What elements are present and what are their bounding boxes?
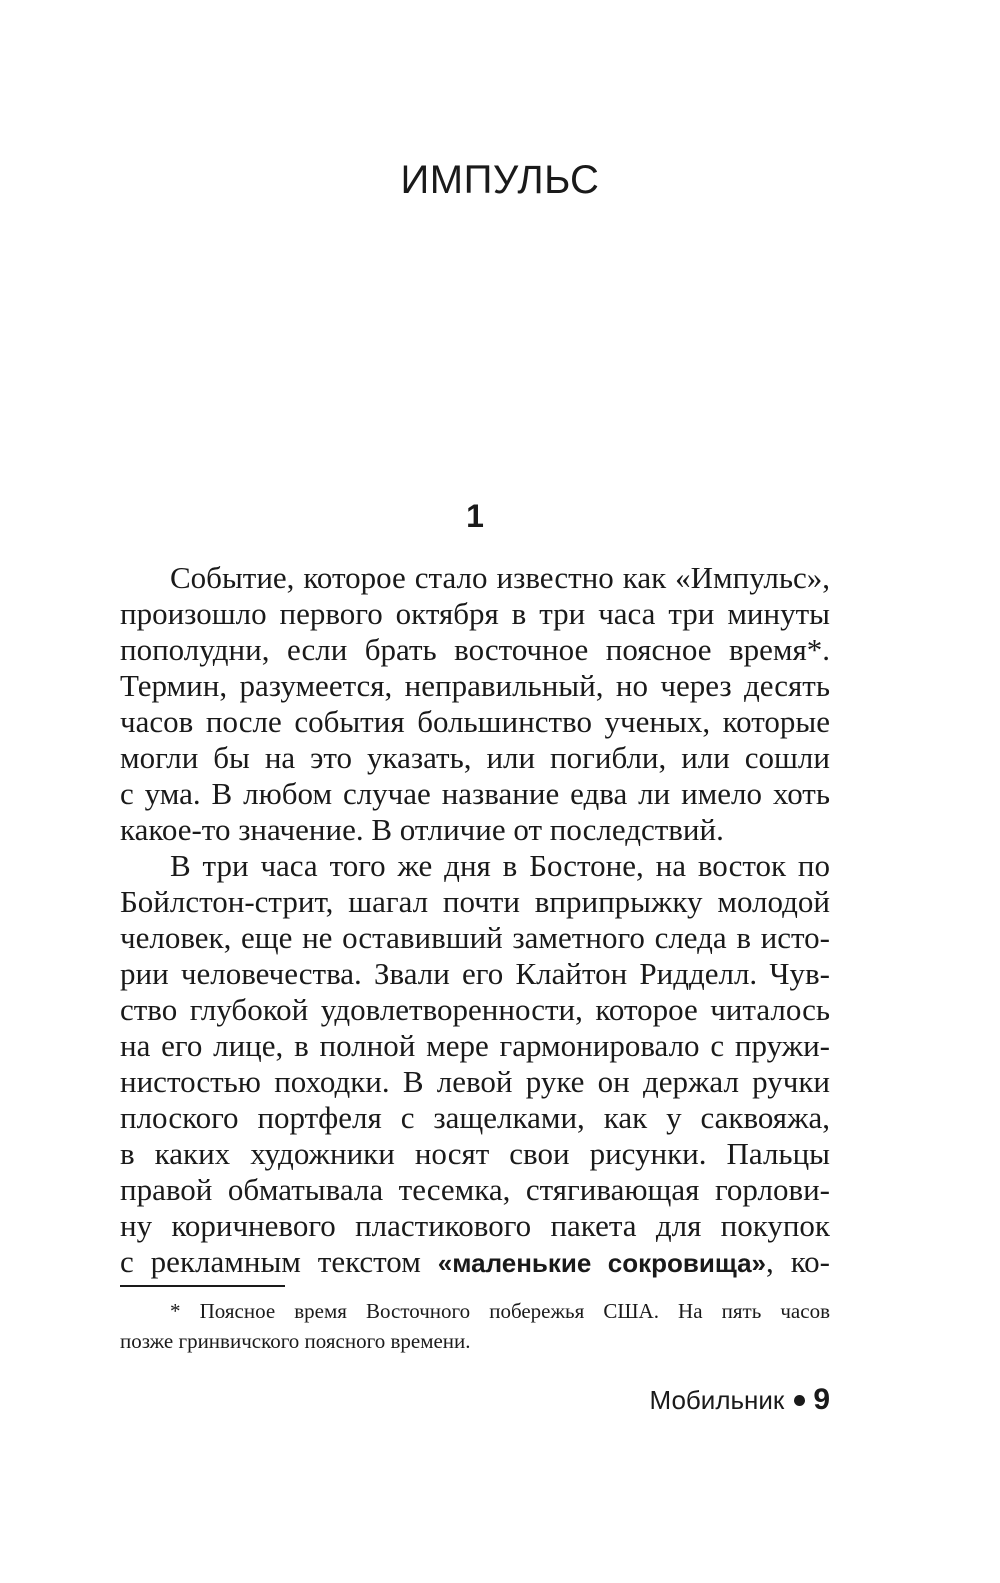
footnote-line: позже гринвичского поясного времени. [120,1329,471,1353]
body-line-last [120,1244,830,1280]
body-line: человек, еще не оставивший заметного следа в исто- [120,920,830,955]
chapter-number: 1 [466,498,484,534]
body-line-last-before: с рекламным текстом [120,1244,438,1279]
body-line: какое-то значение. В отличие от последствий. [120,812,724,847]
body-text [120,560,830,1280]
body-line: с ума. В любом случае название едва ли имело хоть [120,776,830,811]
page-number: 9 [813,1383,830,1416]
body-line: на его лице, в полной мере гармонировало с пружи- [120,1028,830,1063]
body-line: Термин, разумеется, неправильный, но через десять [120,668,830,703]
body-line: пополудни, если брать восточное поясное время*. [120,632,830,667]
body-line: нистостью походки. В левой руке он держал ручки [120,1064,830,1099]
footer-book-title: Мобильник [649,1385,785,1415]
body-line: могли бы на это указать, или погибли, или сошли [120,740,830,775]
body-line: правой обматывала тесемка, стягивающая горлови- [120,1172,830,1207]
bullet-icon [794,1395,805,1406]
body-line: произошло первого октября в три часа три минуты [120,596,830,631]
footnote-divider [120,1285,285,1287]
body-line: рии человечества. Звали его Клайтон Ридделл. Чув- [120,956,830,991]
body-line: ство глубокой удовлетворенности, которое читалось [120,992,830,1027]
body-line: плоского портфеля с защелками, как у саквояжа, [120,1100,830,1135]
body-line: Бойлстон-стрит, шагал почти вприпрыжку молодой [120,884,830,919]
bold-phrase: «маленькие сокровища» [437,1248,767,1278]
body-line: часов после события большинство ученых, которые [120,704,830,739]
running-footer [650,1380,831,1420]
body-line: ну коричневого пластикового пакета для покупок [120,1208,830,1243]
body-line: в каких художники носят свои рисунки. Пальцы [120,1136,830,1171]
body-line: В три часа того же дня в Бостоне, на восток по [170,848,830,883]
footnote [120,1296,830,1356]
footnote-line: * Поясное время Восточного побережья США. На пять часов [170,1299,830,1323]
part-title: ИМПУЛЬС [400,158,600,202]
body-line-last-after: , ко- [766,1244,831,1279]
body-line: Событие, которое стало известно как «Импульс», [170,560,830,595]
